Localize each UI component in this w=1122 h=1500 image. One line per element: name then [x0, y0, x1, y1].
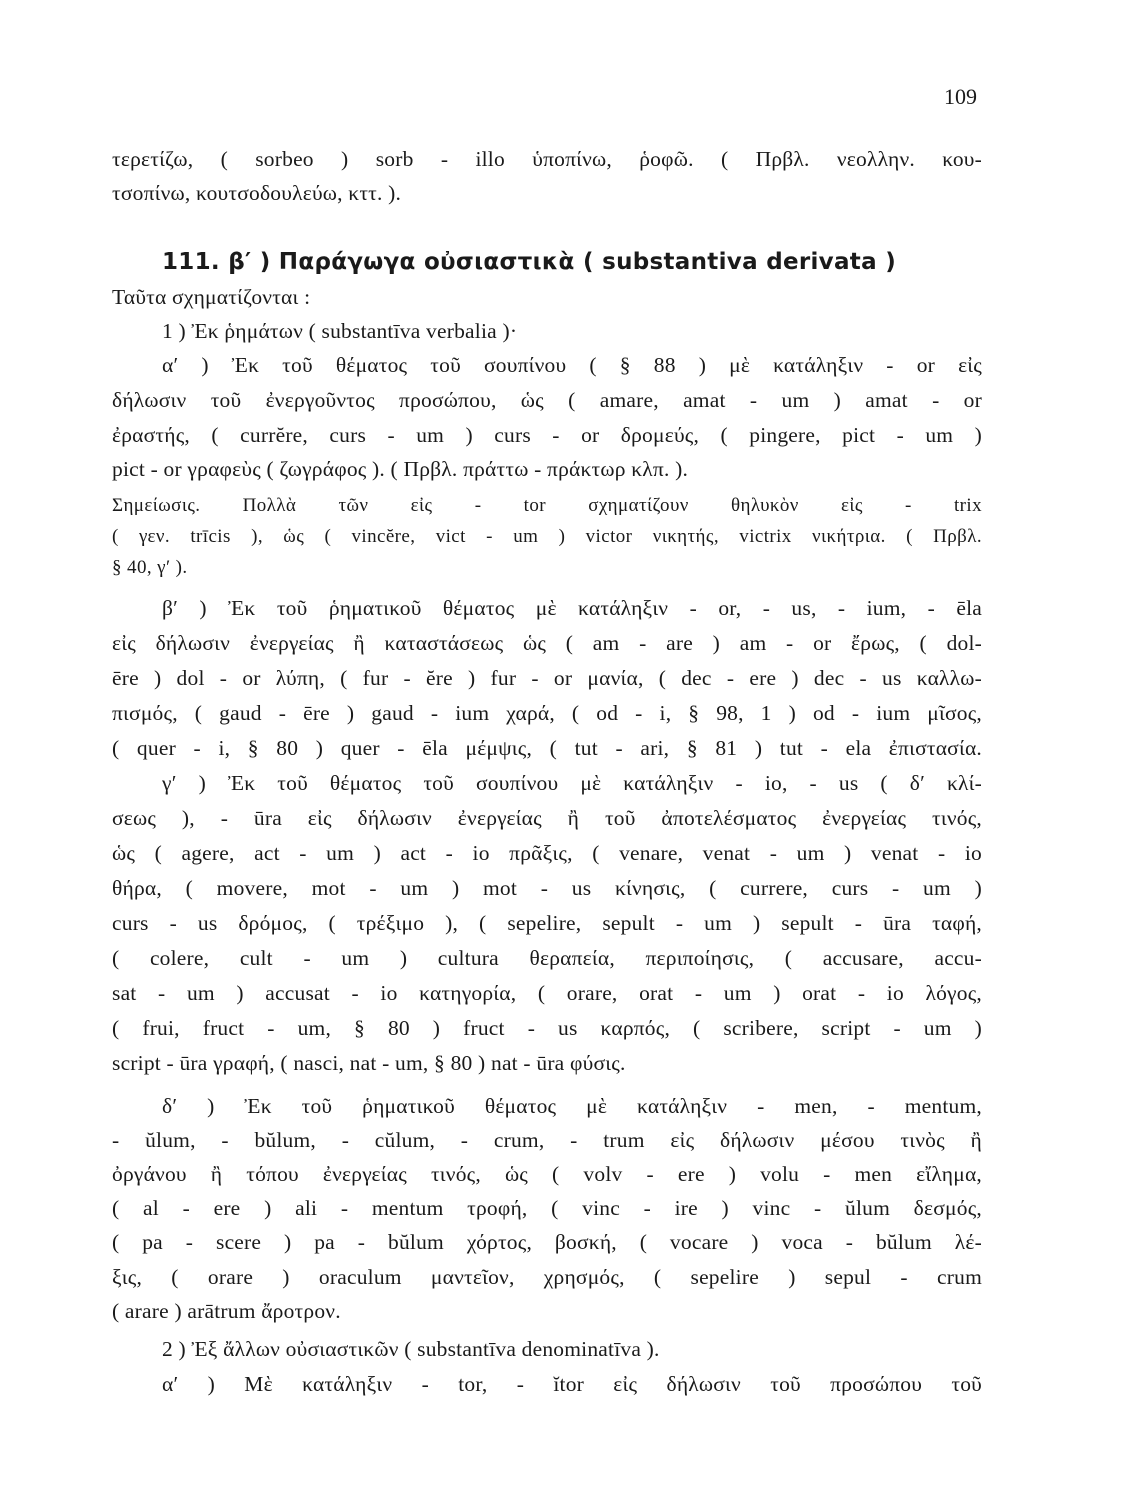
text-line: δήλωσιν τοῦ ἐνεργοῦντος προσώπου, ὡς ( amare, amat - um ) amat - or — [112, 388, 982, 412]
text-line: ( al - ere ) ali - mentum τροφή, ( vinc - ire ) vinc - ŭlum δεσμός, — [112, 1196, 982, 1220]
text-line: script - ūra γραφή, ( nasci, nat - um, § 80 ) nat - ūra φύσις. — [112, 1051, 626, 1075]
text-line: ( frui, fruct - um, § 80 ) fruct - us καρπός, ( scribere, script - um ) — [112, 1016, 982, 1040]
text-line: θήρα, ( movere, mot - um ) mot - us κίνησις, ( currere, curs - um ) — [112, 876, 982, 900]
text-line: σεως ), - ūra εἰς δήλωσιν ἐνεργείας ἢ τοῦ ἀποτελέσματος ἐνεργείας τινός, — [112, 806, 982, 830]
text-line: pict - or γραφεὺς ( ζωγράφος ). ( Πρβλ. πράττω - πράκτωρ κλπ. ). — [112, 457, 689, 481]
note-line: § 40, γ′ ). — [112, 557, 188, 578]
text-line: ( quer - i, § 80 ) quer - ēla μέμψις, ( tut - ari, § 81 ) tut - ela ἐπιστασία. — [112, 736, 982, 760]
subsection-heading: 2 ) Ἐξ ἄλλων οὐσιαστικῶν ( substantīva denominatīva ). — [162, 1337, 660, 1361]
text-line: ēre ) dol - or λύπη, ( fur - ĕre ) fur - or μανία, ( dec - ere ) dec - us καλλω- — [112, 666, 982, 690]
text-line: τσοπίνω, κουτσοδουλεύω, κττ. ). — [112, 181, 402, 205]
text-line: τερετίζω, ( sorbeo ) sorb - illo ὑποπίνω, ῥοφῶ. ( Πρβλ. νεολλην. κου- — [112, 147, 982, 171]
text-line: curs - us δρόμος, ( τρέξιμο ), ( sepelire, sepult - um ) sepult - ūra ταφή, — [112, 911, 982, 935]
text-line: α′ ) Μὲ κατάληξιν - tor, - ĭtor εἰς δήλωσιν τοῦ προσώπου τοῦ — [162, 1372, 982, 1396]
section-heading — [162, 246, 982, 278]
section-heading-text: 111. β′ ) Παράγωγα οὐσιαστικὰ ( substantiva derivata ) — [162, 249, 897, 275]
text-line: ( pa - scere ) pa - bŭlum χόρτος, βοσκή, ( vocare ) voca - bŭlum λέ- — [112, 1230, 982, 1254]
text-line: ( colere, cult - um ) cultura θεραπεία, περιποίησις, ( accusare, accu- — [112, 946, 982, 970]
text-line: α′ ) Ἐκ τοῦ θέματος τοῦ σουπίνου ( § 88 ) μὲ κατάληξιν - or εἰς — [162, 353, 982, 377]
text-line: ὀργάνου ἢ τόπου ἐνεργείας τινός, ὡς ( volv - ere ) volu - men εἴλημα, — [112, 1162, 982, 1186]
text-line: sat - um ) accusat - io κατηγορία, ( orare, orat - um ) orat - io λόγος, — [112, 981, 982, 1005]
text-line: ὡς ( agere, act - um ) act - io πρᾶξις, ( venare, venat - um ) venat - io — [112, 841, 982, 865]
note-line: ( γεν. trīcis ), ὡς ( vincĕre, vict - um ) victor νικητής, victrix νικήτρια. ( Πρβλ. — [112, 526, 982, 547]
text-line: β′ ) Ἐκ τοῦ ῥηματικοῦ θέματος μὲ κατάληξιν - or, - us, - ium, - ēla — [162, 596, 982, 620]
text-line: γ′ ) Ἐκ τοῦ θέματος τοῦ σουπίνου μὲ κατάληξιν - io, - us ( δ′ κλί- — [162, 771, 982, 795]
text-line: εἰς δήλωσιν ἐνεργείας ἢ καταστάσεως ὡς ( am - are ) am - or ἔρως, ( dol- — [112, 631, 982, 655]
text-line: ( arare ) arātrum ἄροτρον. — [112, 1299, 341, 1323]
note-line: Σημείωσις. Πολλὰ τῶν εἰς - tor σχηματίζουν θηλυκὸν εἰς - trix — [112, 495, 982, 516]
page-number: 109 — [944, 84, 977, 109]
text-line: Ταῦτα σχηματίζονται : — [112, 285, 311, 309]
text-line: δ′ ) Ἐκ τοῦ ῥηματικοῦ θέματος μὲ κατάληξιν - men, - mentum, — [162, 1094, 982, 1118]
text-line: - ŭlum, - bŭlum, - cŭlum, - crum, - trum εἰς δήλωσιν μέσου τινὸς ἢ — [112, 1128, 982, 1152]
text-line: 1 ) Ἐκ ῥημάτων ( substantīva verbalia )· — [162, 319, 518, 343]
text-line: πισμός, ( gaud - ēre ) gaud - ium χαρά, ( od - i, § 98, 1 ) od - ium μῖσος, — [112, 701, 982, 725]
text-line: ἐραστής, ( currĕre, curs - um ) curs - or δρομεύς, ( pingere, pict - um ) — [112, 423, 982, 447]
text-line: ξις, ( orare ) oraculum μαντεῖον, χρησμός, ( sepelire ) sepul - crum — [112, 1265, 982, 1289]
